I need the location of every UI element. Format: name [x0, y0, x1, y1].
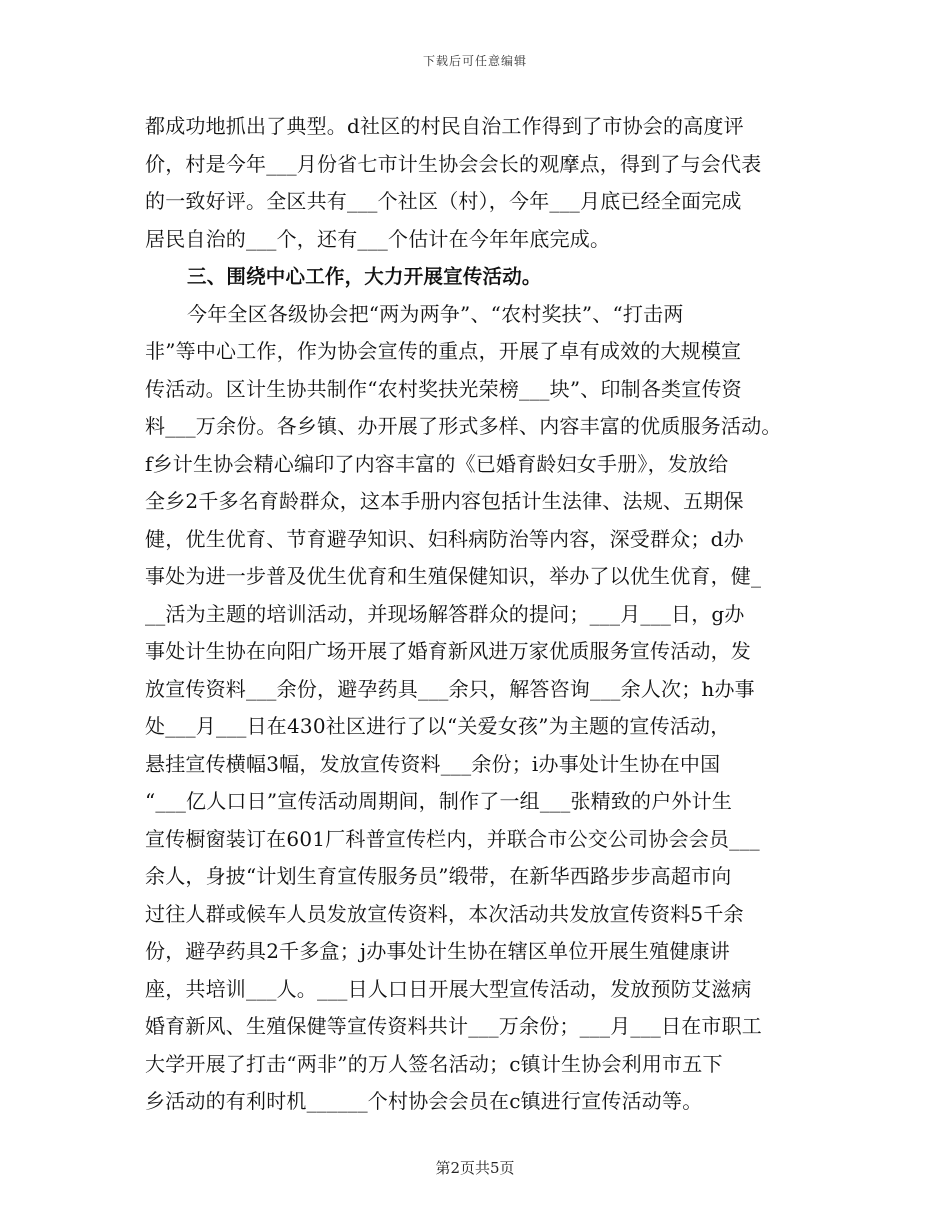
text-line: f乡计生协会精心编印了内容丰富的《已婚育龄妇女手册》，发放给	[145, 451, 729, 476]
text-line: 事处计生协在向阳广场开展了婚育新风进万家优质服务宣传活动，发	[145, 639, 751, 663]
text-line: 今年全区各级协会把“两为两争”、“农村奖扶”、“打击两	[187, 301, 684, 326]
text-line: 余人，身披“计划生育宣传服务员”缎带，在新华西路步步高超市向	[145, 864, 732, 888]
section-heading: 三、围绕中心工作，大力开展宣传活动。	[187, 265, 542, 288]
text-line: 传活动。区计生协共制作“农村奖扶光荣榜___块”、印制各类宣传资	[145, 376, 742, 401]
text-line: 处___月___日在430社区进行了以“关爱女孩”为主题的宣传活动，	[145, 714, 731, 738]
text-line: 价，村是今年___月份省七市计生协会会长的观摩点，得到了与会代表	[145, 151, 762, 176]
page-footer: 第2页共5页	[435, 1159, 515, 1177]
text-line: 大学开展了打击“两非”的万人签名活动；c镇计生协会利用市五下	[145, 1051, 723, 1076]
text-line: 的一致好评。全区共有___个社区（村），今年___月底已经全面完成	[145, 189, 742, 213]
text-line: 座，共培训___人。___日人口日开展大型宣传活动，发放预防艾滋病	[145, 976, 752, 1001]
text-line: 份，避孕药具2千多盒；j办事处计生协在辖区单位开展生殖健康讲	[145, 939, 730, 963]
text-line: 健，优生优育、节育避孕知识、妇科病防治等内容，深受群众；d办	[145, 526, 744, 551]
text-line: 婚育新风、生殖保健等宣传资料共计___万余份；___月___日在市职工	[145, 1014, 762, 1038]
page-header: 下载后可任意编辑	[422, 54, 527, 68]
text-line: __活为主题的培训活动，并现场解答群众的提问；___月___日，g办	[145, 601, 745, 626]
text-line: 过往人群或候车人员发放宣传资料，本次活动共发放宣传资料5千余	[145, 901, 744, 926]
text-line: 居民自治的___个，还有___个估计在今年年底完成。	[145, 226, 611, 251]
text-line: 宣传橱窗装订在601厂科普宣传栏内，并联合市公交公司协会会员___	[145, 826, 760, 851]
text-line: 非”等中心工作，作为协会宣传的重点，开展了卓有成效的大规模宣	[145, 339, 742, 363]
text-line: 乡活动的有利时机______个村协会会员在c镇进行宣传活动等。	[145, 1089, 703, 1113]
text-line: “___亿人口日”宣传活动周期间，制作了一组___张精致的户外计生	[145, 789, 733, 813]
text-line: 放宣传资料___余份，避孕药具___余只，解答咨询___余人次；h办事	[145, 676, 755, 701]
text-line: 全乡2千多名育龄群众，这本手册内容包括计生法律、法规、五期保	[145, 489, 744, 513]
text-line: 料___万余份。各乡镇、办开展了形式多样、内容丰富的优质服务活动。	[145, 414, 782, 438]
document-body	[145, 108, 805, 1121]
text-line: 悬挂宣传横幅3幅，发放宣传资料___余份；i办事处计生协在中国	[145, 751, 721, 776]
text-line: 都成功地抓出了典型。d社区的村民自治工作得到了市协会的高度评	[145, 114, 744, 138]
text-line: 事处为进一步普及优生优育和生殖保健知识，举办了以优生优育，健_	[145, 564, 762, 588]
